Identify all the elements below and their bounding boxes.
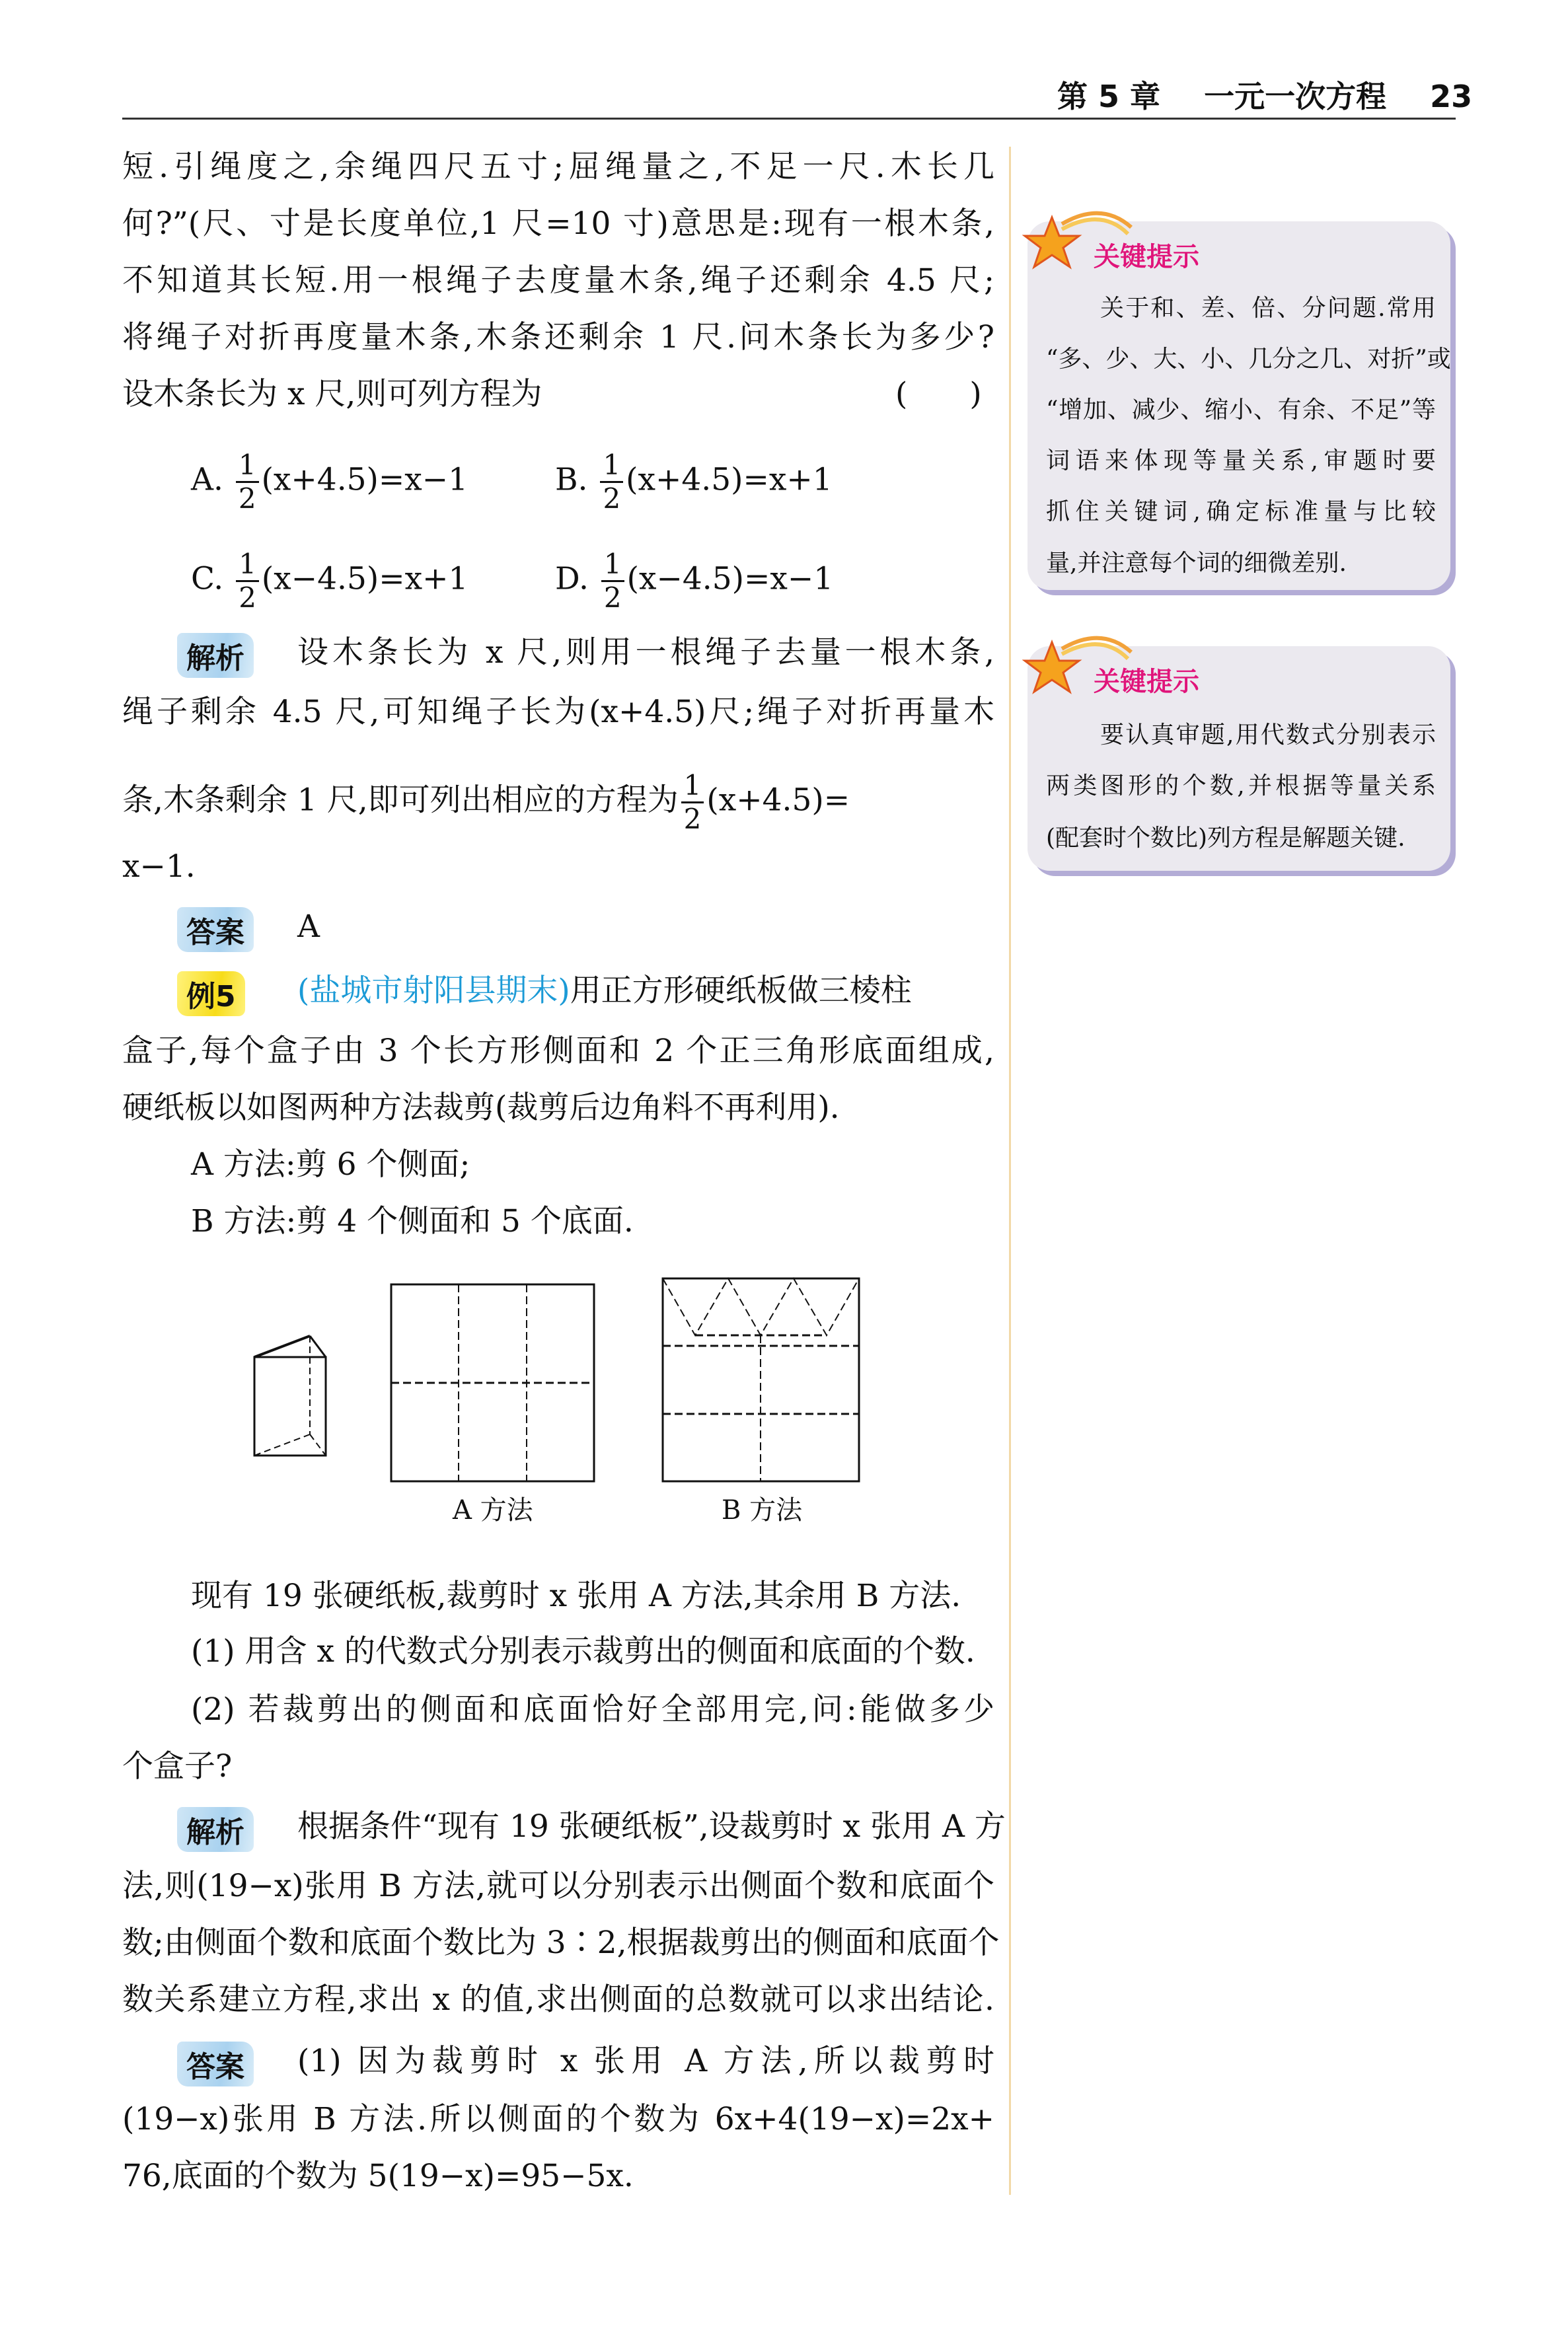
figure-label-b: B 方法 bbox=[722, 1495, 803, 1526]
problem-line: 短.引绳度之,余绳四尺五寸;屈绳量之,不足一尺.木长几 bbox=[122, 149, 994, 185]
analysis-line: 绳子剩余 4.5 尺,可知绳子长为(x+4.5)尺;绳子对折再量木 bbox=[122, 694, 994, 730]
example-source: (盐城市射阳县期末) bbox=[297, 973, 570, 1009]
column-divider bbox=[1009, 147, 1011, 2195]
problem-line: 将绳子对折再度量木条,木条还剩余 1 尺.问木条长为多少? bbox=[122, 319, 994, 355]
analysis-line: 根据条件“现有 19 张硬纸板”,设裁剪时 x 张用 A 方 bbox=[297, 1808, 1006, 1845]
option-d: D. $\frac{1}{2}$ (x−4.5)=x−1 bbox=[555, 548, 834, 614]
answer-label: 答案 bbox=[177, 907, 254, 952]
analysis-line: 设木条长为 x 尺,则用一根绳子去量一根木条, bbox=[297, 634, 994, 671]
option-c: C. $\frac{1}{2}$ (x−4.5)=x+1 bbox=[191, 548, 468, 614]
tip-line: 量,并注意每个词的细微差别. bbox=[1046, 550, 1347, 577]
running-header bbox=[1057, 73, 1472, 116]
tip-line: “增加、减少、缩小、有余、不足”等 bbox=[1046, 396, 1436, 424]
tip-line: 两类图形的个数,并根据等量关系 bbox=[1046, 772, 1436, 799]
analysis-label: 解析 bbox=[177, 633, 254, 678]
analysis-line: 数;由侧面个数和底面个数比为 3∶2,根据裁剪出的侧面和底面个 bbox=[122, 1925, 1000, 1961]
answer-line: (1) 因为裁剪时 x 张用 A 方法,所以裁剪时 bbox=[297, 2043, 994, 2079]
method-b-sheet bbox=[663, 1278, 859, 1481]
option-b: B. $\frac{1}{2}$ (x+4.5)=x+1 bbox=[555, 449, 833, 515]
example-line: 盒子,每个盒子由 3 个长方形侧面和 2 个正三角形底面组成, bbox=[122, 1033, 994, 1069]
answer-line: 76,底面的个数为 5(19−x)=95−5x. bbox=[122, 2158, 634, 2194]
example-line: (盐城市射阳县期末)用正方形硬纸板做三棱柱 bbox=[297, 973, 912, 1009]
answer-line: (19−x)张用 B 方法.所以侧面的个数为 6x+4(19−x)=2x+ bbox=[122, 2101, 994, 2137]
method-a-sheet bbox=[391, 1284, 594, 1481]
key-tip-box bbox=[1027, 221, 1450, 590]
tip-line: 要认真审题,用代数式分别表示 bbox=[1100, 721, 1436, 749]
analysis-line: 条,木条剩余 1 尺,即可列出相应的方程为 $\frac{1}{2}$ (x+4.5)= bbox=[122, 769, 850, 835]
tip-title: 关键提示 bbox=[1094, 242, 1199, 272]
tip-title: 关键提示 bbox=[1094, 667, 1199, 697]
analysis-line: x−1. bbox=[122, 848, 196, 885]
page-number: 23 bbox=[1430, 79, 1473, 114]
method-a-text: A 方法:剪 6 个侧面; bbox=[191, 1146, 470, 1183]
cutting-figure bbox=[119, 1242, 879, 1533]
analysis-line: 数关系建立方程,求出 x 的值,求出侧面的总数就可以求出结论. bbox=[122, 1981, 994, 2018]
answer-value: A bbox=[297, 908, 320, 945]
tip-line: (配套时个数比)列方程是解题关键. bbox=[1046, 825, 1405, 852]
method-b-text: B 方法:剪 4 个侧面和 5 个底面. bbox=[191, 1203, 634, 1239]
tip-line: 关于和、差、倍、分问题.常用 bbox=[1100, 295, 1436, 322]
tip-line: 词语来体现等量关系,审题时要 bbox=[1046, 447, 1436, 474]
example-line: 硬纸板以如图两种方法裁剪(裁剪后边角料不再利用). bbox=[122, 1089, 840, 1126]
answer-blank: ( ) bbox=[895, 376, 982, 412]
tip-line: 抓住关键词,确定标准量与比较 bbox=[1046, 498, 1436, 525]
key-tip-box bbox=[1027, 646, 1450, 871]
answer-label: 答案 bbox=[177, 2042, 254, 2086]
chapter-title: 一元一次方程 bbox=[1204, 79, 1387, 114]
problem-line: 何?”(尺、寸是长度单位,1 尺=10 寸)意思是:现有一根木条, bbox=[122, 205, 994, 242]
analysis-line: 法,则(19−x)张用 B 方法,就可以分别表示出侧面个数和底面个 bbox=[122, 1868, 994, 1904]
example-label: 例5 bbox=[177, 971, 245, 1016]
figure-label-a: A 方法 bbox=[453, 1495, 533, 1526]
chapter-number: 第 5 章 bbox=[1057, 79, 1161, 114]
header-rule bbox=[122, 118, 1456, 120]
analysis-label: 解析 bbox=[177, 1807, 254, 1852]
prism-diagram bbox=[254, 1336, 326, 1456]
question-1: (1) 用含 x 的代数式分别表示裁剪出的侧面和底面的个数. bbox=[191, 1633, 975, 1670]
problem-line: 设木条长为 x 尺,则可列方程为 bbox=[122, 376, 542, 412]
question-2-cont: 个盒子? bbox=[122, 1748, 233, 1785]
question-intro: 现有 19 张硬纸板,裁剪时 x 张用 A 方法,其余用 B 方法. bbox=[191, 1578, 961, 1614]
question-2: (2) 若裁剪出的侧面和底面恰好全部用完,问:能做多少 bbox=[191, 1691, 994, 1728]
option-a: A. $\frac{1}{2}$ (x+4.5)=x−1 bbox=[191, 449, 468, 515]
tip-line: “多、少、大、小、几分之几、对折”或 bbox=[1046, 346, 1451, 373]
problem-line: 不知道其长短.用一根绳子去度量木条,绳子还剩余 4.5 尺; bbox=[122, 262, 994, 299]
